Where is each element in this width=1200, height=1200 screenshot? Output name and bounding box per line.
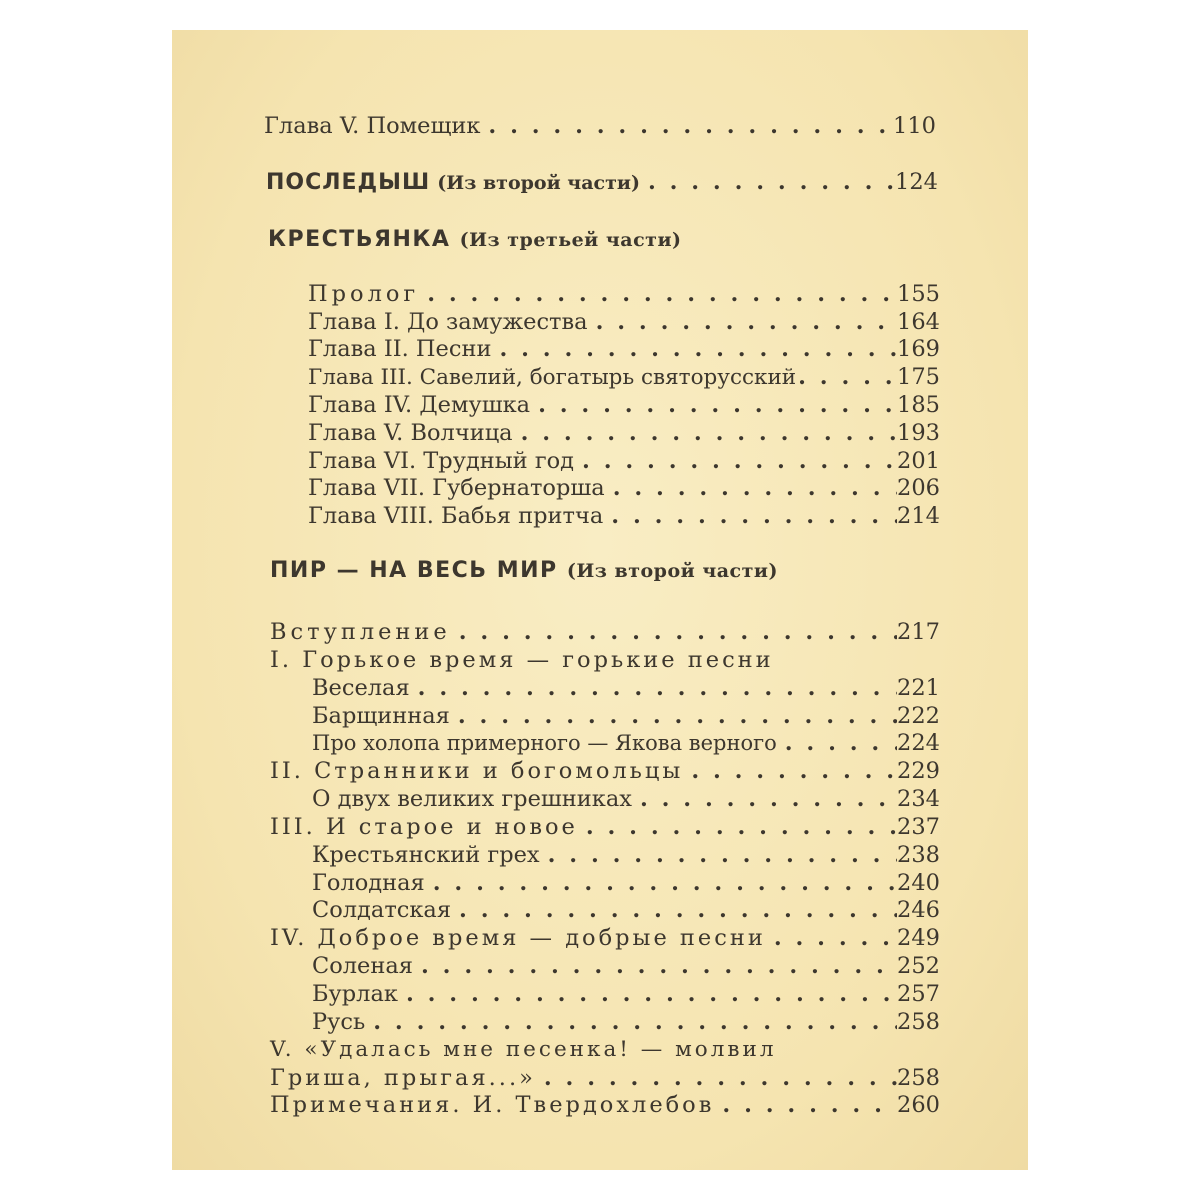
- list-item: [270, 757, 940, 785]
- toc-entry-page: 260: [897, 1092, 940, 1118]
- list-item: [312, 1008, 940, 1036]
- toc-entry-page: 164: [897, 309, 940, 335]
- toc-entry-title: II. Странники и богомольцы: [270, 758, 684, 784]
- leader-dots: [365, 1008, 897, 1036]
- leader-dots: [766, 924, 897, 952]
- leader-dots: [574, 447, 897, 475]
- toc-entry-pomeshchik: [264, 112, 936, 140]
- toc-entry-title: IV. Доброе время — добрые песни: [270, 925, 766, 951]
- toc-entry-page: 249: [897, 925, 940, 951]
- list-item: [270, 1036, 940, 1064]
- toc-entry-title: О двух великих грешниках: [312, 786, 632, 812]
- leader-dots: [777, 729, 897, 757]
- toc-entry-title: I. Горькое время — горькие песни: [270, 647, 774, 673]
- list-item: [308, 280, 940, 308]
- toc-entry-page: 155: [897, 281, 940, 307]
- list-item: [308, 419, 940, 447]
- toc-entry-page: 229: [897, 758, 940, 784]
- toc-entry-page: 234: [897, 786, 940, 812]
- leader-dots: [536, 1064, 897, 1092]
- toc-entry-page: 217: [897, 619, 940, 645]
- leader-dots: [491, 335, 897, 363]
- section-title: ПИР — НА ВЕСЬ МИР: [270, 558, 558, 583]
- leader-dots: [451, 618, 897, 646]
- list-item: [312, 674, 940, 702]
- toc-entry-title: Глава VIII. Бабья притча: [308, 503, 604, 529]
- leader-dots: [683, 757, 897, 785]
- toc-entry-title: Глава III. Савелий, богатырь святорусский: [308, 365, 797, 390]
- toc-entry-page: 222: [897, 703, 940, 729]
- leader-dots: [632, 785, 897, 813]
- toc-entry-title: Примечания. И. Твердохлебов: [270, 1092, 715, 1118]
- list-item: [270, 924, 940, 952]
- toc-entry-title: Голодная: [312, 870, 425, 896]
- toc-entry-page: 221: [897, 675, 940, 701]
- toc-entry-title: Соленая: [312, 953, 413, 979]
- toc-entry-page: 124: [895, 169, 938, 195]
- toc-entry-title: Веселая: [312, 675, 410, 701]
- toc-entry-page: 185: [897, 392, 940, 418]
- section-subtitle: (Из второй части): [437, 172, 640, 194]
- toc-entry-page: 193: [897, 420, 940, 446]
- section-subtitle: (Из второй части): [566, 560, 778, 582]
- leader-dots: [603, 502, 897, 530]
- list-item: [308, 363, 940, 392]
- leader-dots: [578, 813, 897, 841]
- section-title: ПОСЛЕДЫШ: [266, 170, 431, 195]
- toc-entry-title: Крестьянский грех: [312, 842, 540, 868]
- toc-section-krestyanka: [268, 226, 682, 254]
- list-item: [270, 646, 940, 674]
- toc-entry-title: Глава II. Песни: [308, 336, 492, 362]
- toc-entry-page: 240: [897, 870, 940, 896]
- toc-entry-title: Глава VII. Губернаторша: [308, 475, 605, 501]
- toc-entry-title: Глава V. Помещик: [264, 113, 481, 139]
- toc-entry-page: 175: [897, 364, 940, 390]
- leader-dots: [413, 952, 897, 980]
- list-item: [312, 841, 940, 869]
- toc-entry-title: Глава I. До замужества: [308, 309, 588, 335]
- toc-entry-title: Глава V. Волчица: [308, 420, 513, 446]
- toc-entry-page: 258: [897, 1065, 940, 1091]
- toc-entry-page: 110: [893, 113, 936, 139]
- toc-entry-page: 224: [897, 730, 940, 756]
- leader-dots: [640, 168, 895, 196]
- leader-dots: [513, 419, 897, 447]
- toc-entry-page: 252: [897, 953, 940, 979]
- toc-entry-page: 214: [897, 503, 940, 529]
- toc-entry-page: 201: [897, 448, 940, 474]
- leader-dots: [410, 674, 897, 702]
- toc-entry-title: Вступление: [270, 619, 451, 645]
- book-page: [172, 30, 1028, 1170]
- list-item: [312, 702, 940, 730]
- leader-dots: [530, 391, 897, 419]
- leader-dots: [605, 474, 897, 502]
- list-item: [312, 896, 940, 924]
- list-item: [270, 618, 940, 646]
- toc-entry-page: 238: [897, 842, 940, 868]
- toc-entry-title: Барщинная: [312, 703, 450, 729]
- leader-dots: [450, 702, 897, 730]
- list-item: [270, 813, 940, 841]
- list-item: [270, 1091, 940, 1119]
- list-item: [308, 474, 940, 502]
- toc-section-pir: [270, 557, 778, 585]
- list-item: [308, 391, 940, 419]
- toc-entry-page: 246: [897, 897, 940, 923]
- list-item: [308, 335, 940, 363]
- list-item: [312, 980, 940, 1008]
- section-title: КРЕСТЬЯНКА: [268, 227, 451, 252]
- toc-entry-title: Про холопа примерного — Якова верного: [312, 731, 777, 755]
- leader-dots: [480, 112, 893, 140]
- section-heading: [266, 168, 640, 197]
- leader-dots: [588, 308, 897, 336]
- toc-entry-title: Глава IV. Демушка: [308, 392, 531, 418]
- list-item: [312, 952, 940, 980]
- list-item: [308, 502, 940, 530]
- toc-entry-page: 237: [897, 814, 940, 840]
- toc-entry-title: III. И старое и новое: [270, 814, 578, 840]
- leader-dots: [540, 841, 897, 869]
- toc-section-posledysh: [266, 168, 938, 197]
- list-item: [308, 447, 940, 475]
- toc-entry-title: Гриша, прыгая...»: [270, 1065, 536, 1091]
- leader-dots: [398, 980, 897, 1008]
- list-item: [308, 308, 940, 336]
- list-item: [312, 869, 940, 897]
- section-subtitle: (Из третьей части): [459, 229, 682, 251]
- toc-entry-title: Бурлак: [312, 981, 398, 1007]
- leader-dots: [425, 869, 897, 897]
- toc-entry-title: Глава VI. Трудный год: [308, 448, 575, 474]
- toc-entry-title: Русь: [312, 1009, 366, 1035]
- toc-entry-page: 206: [897, 475, 940, 501]
- toc-entry-page: 258: [897, 1009, 940, 1035]
- list-item: [312, 785, 940, 813]
- list-item: [270, 1064, 940, 1092]
- leader-dots: [451, 896, 897, 924]
- toc-entry-page: 257: [897, 981, 940, 1007]
- toc-entry-title: V. «Удалась мне песенка! — молвил: [270, 1037, 777, 1062]
- list-item: [312, 729, 940, 757]
- toc-entry-title: Солдатская: [312, 897, 452, 923]
- toc-entry-title: Пролог: [308, 281, 420, 307]
- toc-entry-page: 169: [897, 336, 940, 362]
- leader-dots: [796, 363, 897, 391]
- leader-dots: [419, 280, 897, 308]
- leader-dots: [714, 1091, 897, 1119]
